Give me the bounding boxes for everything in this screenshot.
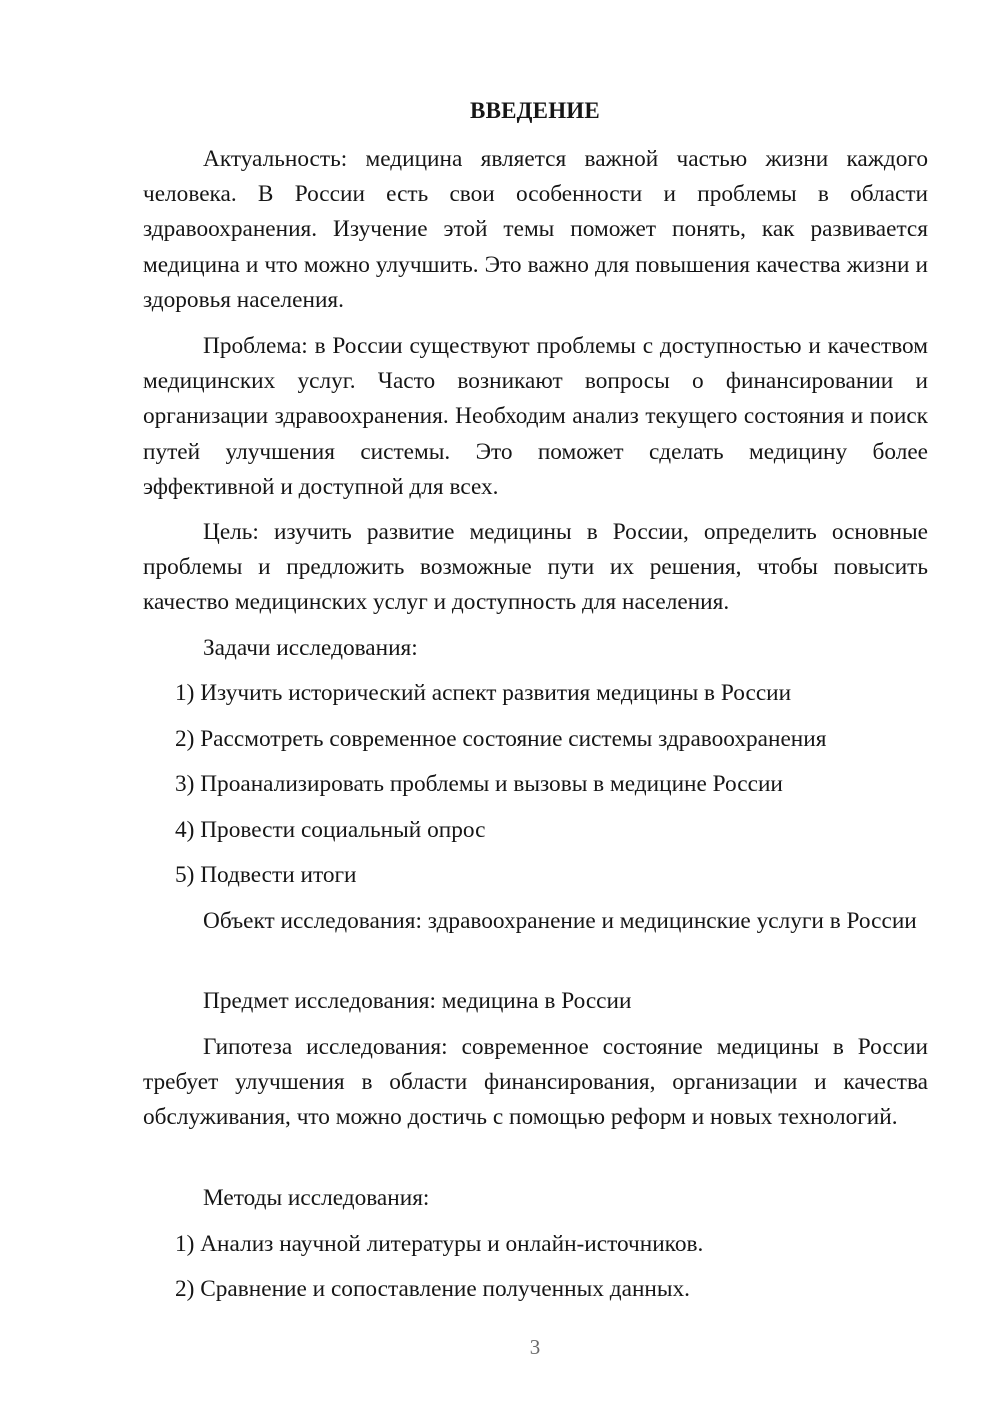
- relevance-paragraph: Актуальность: медицина является важной частью жизни каждого человека. В России есть свои особенности и проблемы в области здравоохранения. Изучение этой темы поможет понять, как развивается медицина и что можно улучшить. Это важно для повышения качества жизни и здоровья населения.: [143, 146, 928, 313]
- method-item: 1) Анализ научной литературы и онлайн-источников.: [175, 1231, 704, 1257]
- subject-paragraph: Предмет исследования: медицина в России: [203, 988, 632, 1014]
- task-item: 1) Изучить исторический аспект развития медицины в России: [175, 680, 792, 706]
- goal-paragraph: Цель: изучить развитие медицины в России, определить основные проблемы и предложить возможные пути их решения, чтобы повысить качество медицинских услуг и доступность для населения.: [143, 519, 928, 616]
- object-paragraph: Объект исследования: здравоохранение и медицинские услуги в России: [203, 908, 917, 934]
- problem-paragraph: Проблема: в России существуют проблемы с доступностью и качеством медицинских услуг. Часто возникают вопросы о финансировании и организации здравоохранения. Необходим анализ текущего состояния и поиск путей улучшения системы. Это поможет сделать медицину более эффективной и доступной для всех.: [143, 333, 928, 500]
- task-item: 3) Проанализировать проблемы и вызовы в медицине России: [175, 771, 783, 797]
- method-item: 2) Сравнение и сопоставление полученных данных.: [175, 1276, 690, 1302]
- methods-title: Методы исследования:: [203, 1185, 430, 1211]
- tasks-title: Задачи исследования:: [203, 635, 418, 661]
- task-item: 2) Рассмотреть современное состояние системы здравоохранения: [175, 726, 827, 752]
- hypothesis-paragraph: Гипотеза исследования: современное состояние медицины в России требует улучшения в области финансирования, организации и качества обслуживания, что можно достичь с помощью реформ и новых технологий.: [143, 1034, 928, 1131]
- page-number: 3: [529, 1335, 541, 1359]
- section-heading: ВВЕДЕНИЕ: [470, 98, 600, 123]
- task-item: 5) Подвести итоги: [175, 862, 357, 888]
- task-item: 4) Провести социальный опрос: [175, 817, 486, 843]
